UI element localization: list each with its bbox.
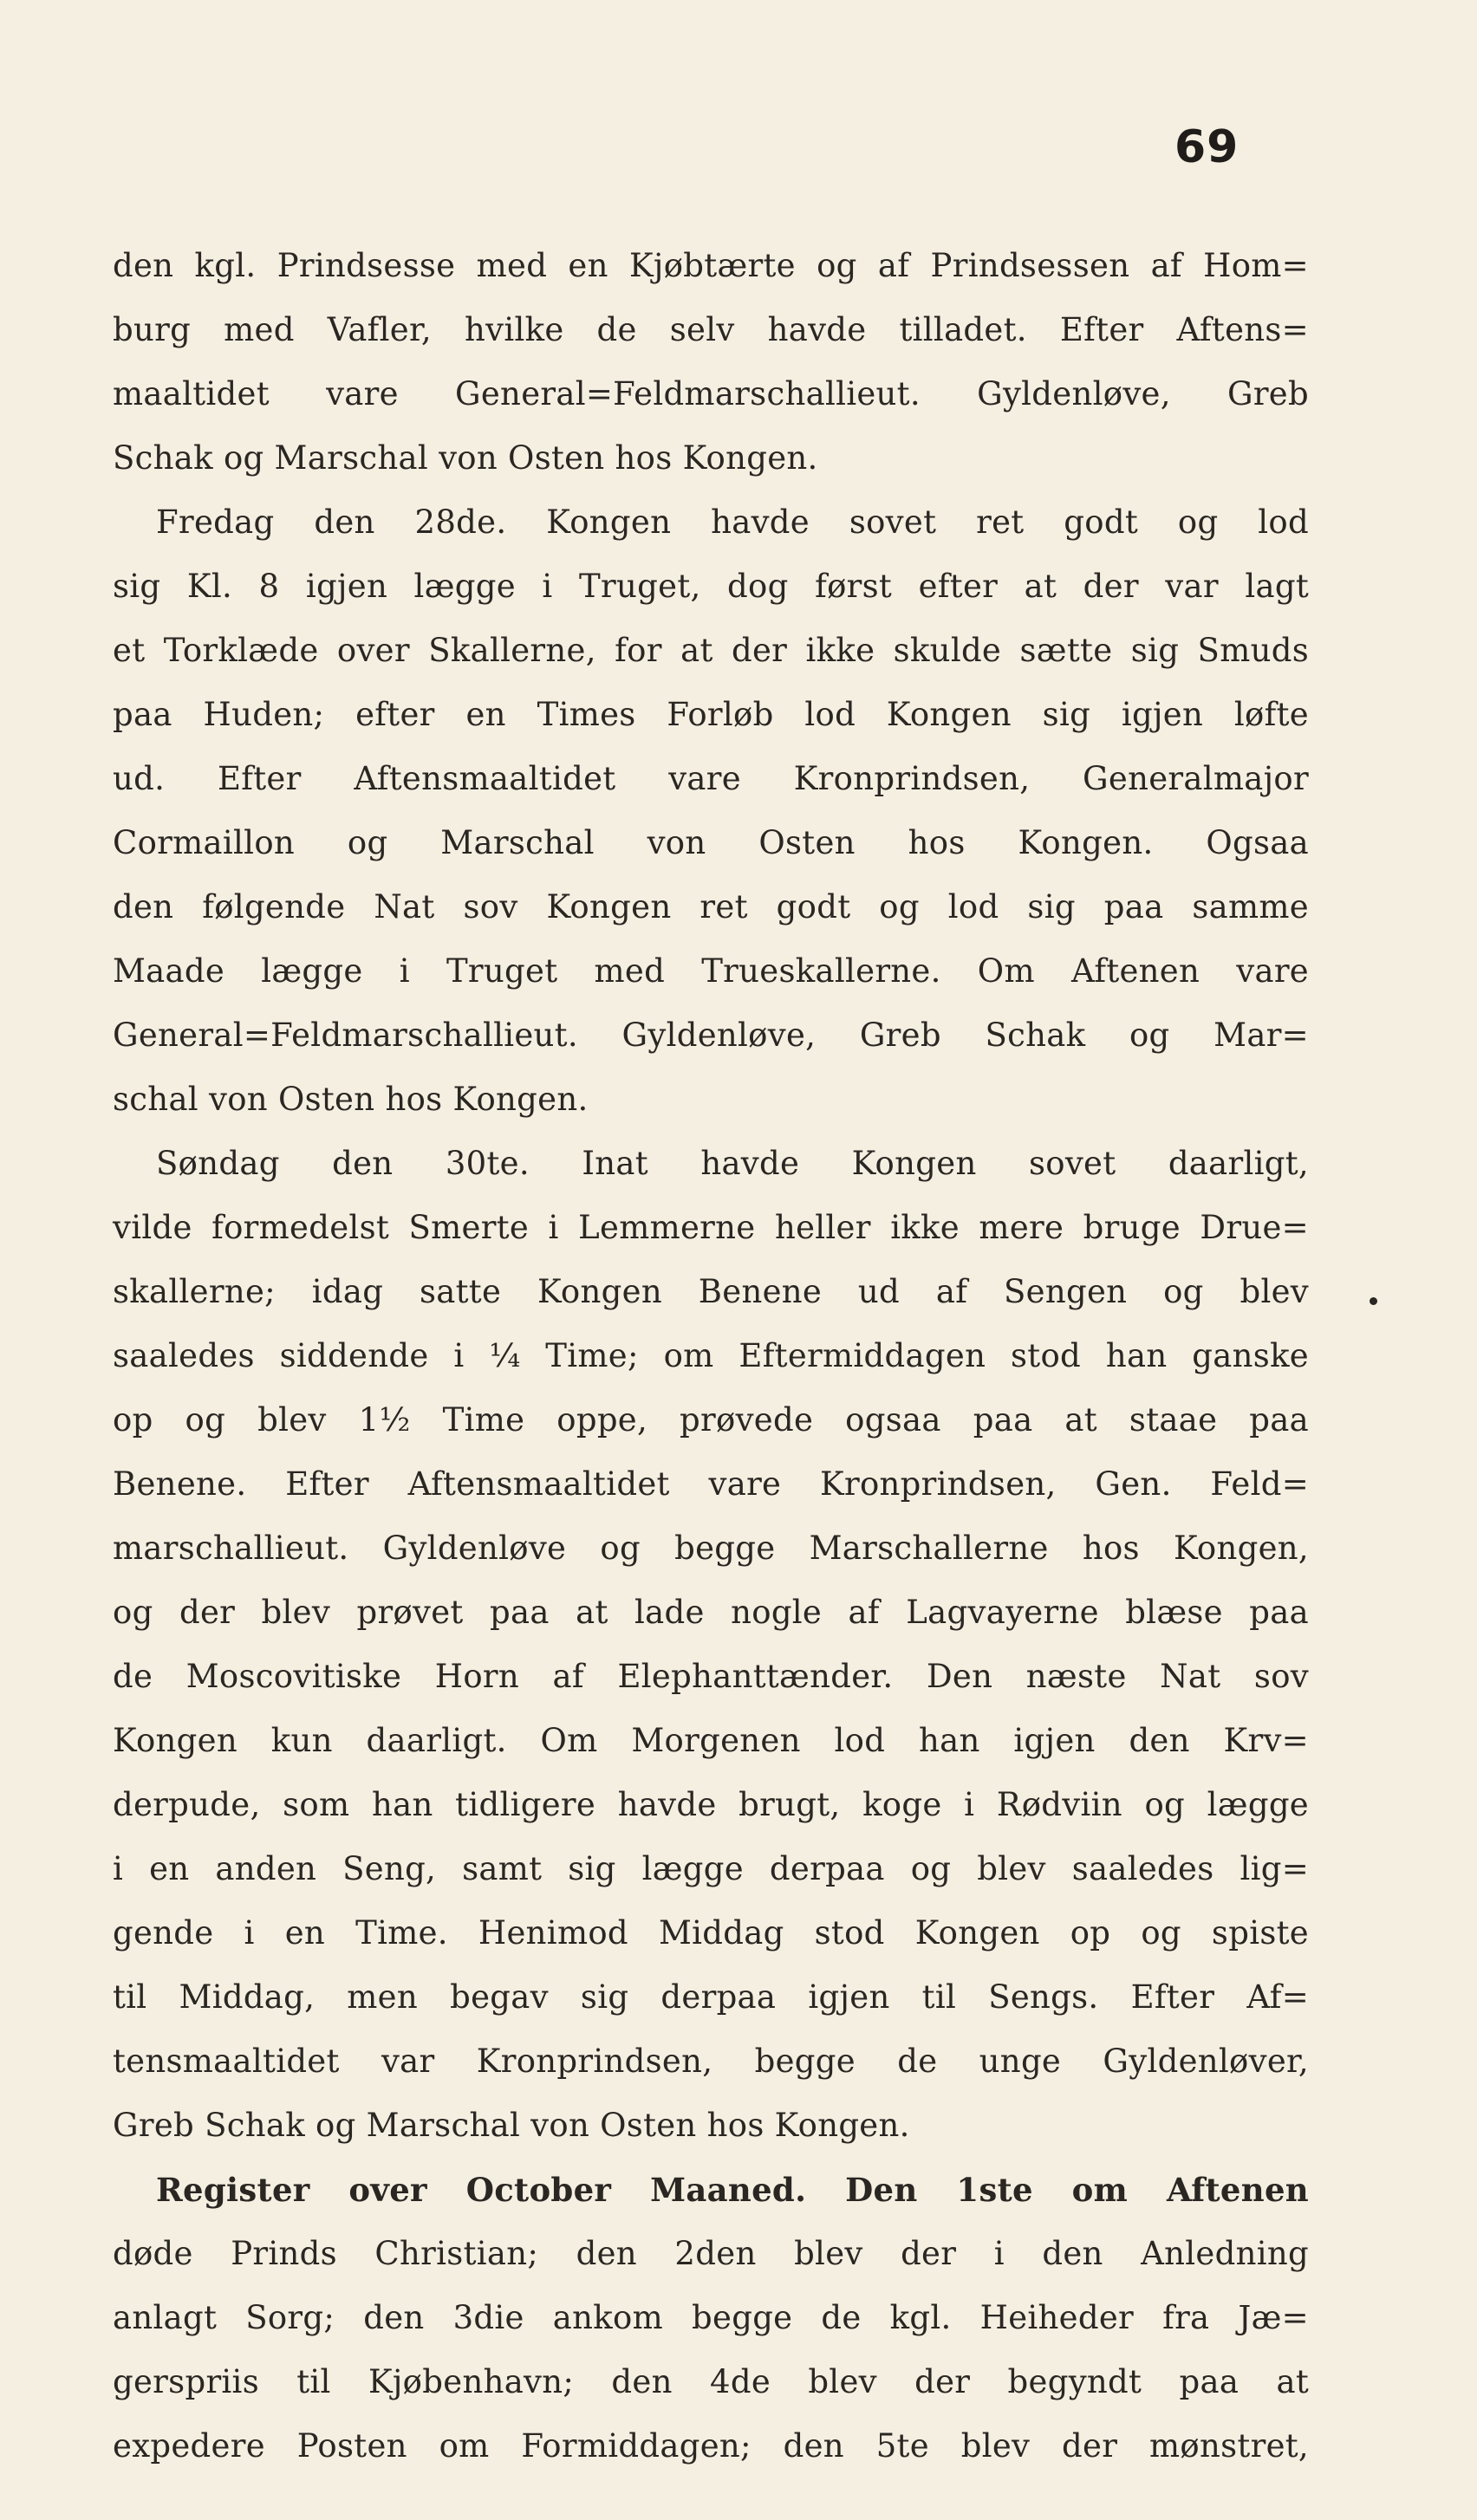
- text-line: den følgende Nat sov Kongen ret godt og lod sig paa samme: [113, 888, 1309, 926]
- text-line: sig Kl. 8 igjen lægge i Truget, dog først efter at der var lagt: [113, 568, 1309, 605]
- text-line: vilde formedelst Smerte i Lemmerne heller ikke mere bruge Drue=: [113, 1209, 1309, 1246]
- text-line: de Moscovitiske Horn af Elephanttænder. Den næste Nat sov: [113, 1658, 1309, 1695]
- body-text: [113, 234, 1309, 2478]
- text-line: burg med Vafler, hvilke de selv havde tilladet. Efter Aftens=: [113, 311, 1309, 348]
- section-heading-line: Register over October Maaned. Den 1ste om Aftenen: [156, 2171, 1309, 2209]
- text-line: tensmaaltidet var Kronprindsen, begge de unge Gyldenløver,: [113, 2043, 1309, 2080]
- text-line: Cormaillon og Marschal von Osten hos Kongen. Ogsaa: [113, 824, 1309, 861]
- text-line: marschallieut. Gyldenløve og begge Marschallerne hos Kongen,: [113, 1530, 1309, 1567]
- text-line: gerspriis til Kjøbenhavn; den 4de blev der begyndt paa at: [113, 2363, 1309, 2400]
- text-line: Maade lægge i Truget med Trueskallerne. Om Aftenen vare: [113, 952, 1309, 990]
- text-line: gende i en Time. Henimod Middag stod Kongen op og spiste: [113, 1914, 1309, 1952]
- text-line: døde Prinds Christian; den 2den blev der i den Anledning: [113, 2235, 1309, 2272]
- text-line: saaledes siddende i ¼ Time; om Eftermiddagen stod han ganske: [113, 1337, 1309, 1374]
- text-line: Schak og Marschal von Osten hos Kongen.: [113, 439, 818, 477]
- text-line: op og blev 1½ Time oppe, prøvede ogsaa paa at staae paa: [113, 1401, 1309, 1439]
- text-line: et Torklæde over Skallerne, for at der ikke skulde sætte sig Smuds: [113, 632, 1309, 669]
- text-line: Kongen kun daarligt. Om Morgenen lod han igjen den Krv=: [113, 1722, 1309, 1759]
- text-line: derpude, som han tidligere havde brugt, koge i Rødviin og lægge: [113, 1786, 1309, 1823]
- text-line: schal von Osten hos Kongen.: [113, 1081, 589, 1118]
- text-line: Søndag den 30te. Inat havde Kongen sovet daarligt,: [156, 1145, 1309, 1182]
- text-line: den kgl. Prindsesse med en Kjøbtærte og af Prindsessen af Hom=: [113, 247, 1309, 284]
- text-line: maaltidet vare General=Feldmarschallieut. Gyldenløve, Greb: [113, 375, 1309, 412]
- text-line: skallerne; idag satte Kongen Benene ud af Sengen og blev: [113, 1273, 1309, 1310]
- text-line: ud. Efter Aftensmaaltidet vare Kronprindsen, Generalmajor: [113, 760, 1309, 797]
- text-line: Fredag den 28de. Kongen havde sovet ret godt og lod: [156, 503, 1309, 541]
- text-line: i en anden Seng, samt sig lægge derpaa og blev saaledes lig=: [113, 1850, 1309, 1887]
- text-line: Greb Schak og Marschal von Osten hos Kongen.: [113, 2107, 910, 2144]
- text-line: til Middag, men begav sig derpaa igjen til Sengs. Efter Af=: [113, 1978, 1309, 2016]
- text-line: anlagt Sorg; den 3die ankom begge de kgl. Heiheder fra Jæ=: [113, 2299, 1309, 2336]
- text-line: paa Huden; efter en Times Forløb lod Kongen sig igjen løfte: [113, 696, 1309, 733]
- page-number: 69: [1174, 121, 1240, 173]
- text-line: General=Feldmarschallieut. Gyldenløve, Greb Schak og Mar=: [113, 1016, 1309, 1054]
- text-line: og der blev prøvet paa at lade nogle af Lagvayerne blæse paa: [113, 1594, 1309, 1631]
- text-line: expedere Posten om Formiddagen; den 5te blev der mønstret,: [113, 2427, 1309, 2465]
- margin-dot-mark: [1370, 1297, 1377, 1305]
- text-line: Benene. Efter Aftensmaaltidet vare Kronprindsen, Gen. Feld=: [113, 1465, 1309, 1503]
